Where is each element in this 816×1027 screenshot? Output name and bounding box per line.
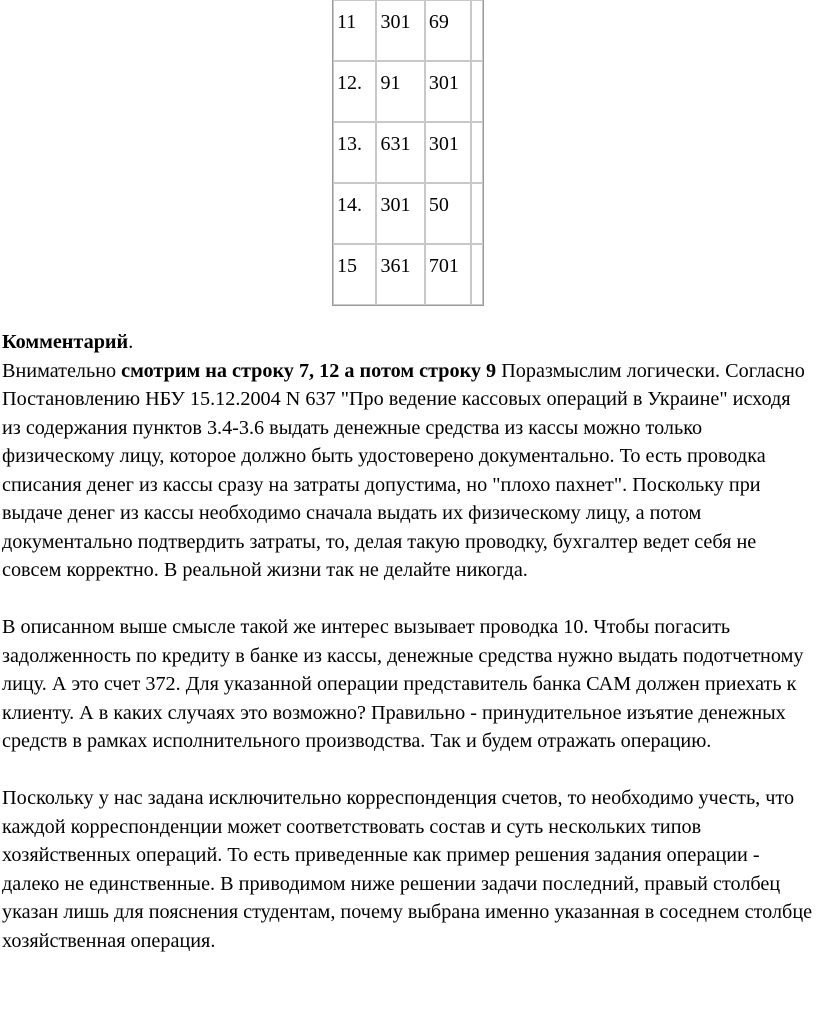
table-row	[333, 61, 483, 122]
comment-heading-line	[2, 328, 814, 357]
credit-cell: 69	[425, 0, 472, 61]
entries-table	[332, 0, 484, 306]
table-row	[333, 244, 483, 305]
comment-heading-dot: .	[128, 331, 134, 353]
comment-heading: Комментарий	[2, 331, 129, 353]
credit-cell: 50	[425, 183, 472, 244]
paragraph-2: В описанном выше смысле такой же интерес вызывает проводка 10. Чтобы погасить задолженность по кредиту в банке из кассы, денежные средства нужно выдать подотчетному лицу. А это счет 372. Для указанной операции представитель банка САМ должен приехать к клиенту. А в каких случаях это возможно? Правильно - принудительное изъятие денежных средств в рамках исполнительного производства. Так и будем отражать операцию.	[2, 616, 804, 752]
paragraph-spacer	[2, 585, 814, 614]
empty-cell	[471, 0, 483, 61]
debit-cell: 301	[376, 183, 424, 244]
table-row	[333, 0, 483, 61]
table-row	[333, 122, 483, 183]
debit-cell: 361	[376, 244, 424, 305]
paragraph-3: Поскольку у нас задана исключительно корреспонденция счетов, то необходимо учесть, что каждой корреспонденции может соответствовать состав и суть нескольких типов хозяйственных операций. То есть приведенные как пример решения задания операции - далеко не единственные. В приводимом ниже решении задачи последний, правый столбец указан лишь для пояснения студентам, почему выбрана именно указанная в соседнем столбце хозяйственная операция.	[2, 787, 813, 952]
debit-cell: 301	[376, 0, 424, 61]
paragraph-1-rest: Поразмыслим логически. Согласно Постановлению НБУ 15.12.2004 N 637 "Про ведение кассовых операций в Украине" исходя из содержания пунктов 3.4-3.6 выдать денежные средства из кассы можно только физическому лицу, которое должно быть удостоверено документально. То есть проводка списания денег из кассы сразу на затраты допустима, но "плохо пахнет". Поскольку при выдаче денег из кассы необходимо сначала выдать их физическому лицу, а потом документально подтвердить затраты, то, делая такую проводку, бухгалтер ведет себя не совсем корректно. В реальной жизни так не делайте никогда.	[2, 359, 805, 581]
credit-cell: 301	[425, 61, 472, 122]
entries-table-wrapper	[332, 0, 484, 302]
empty-cell	[471, 122, 483, 183]
credit-cell: 701	[425, 244, 472, 305]
row-number-cell: 12.	[333, 61, 376, 122]
paragraph-1-emphasis: смотрим на строку 7, 12 а потом строку 9	[121, 359, 497, 382]
row-number-cell: 14.	[333, 183, 376, 244]
debit-cell: 91	[376, 61, 424, 122]
debit-cell: 631	[376, 122, 424, 183]
paragraph-1	[2, 357, 814, 585]
row-number-cell: 15	[333, 244, 376, 305]
row-number-cell: 11	[333, 0, 376, 61]
empty-cell	[471, 61, 483, 122]
table-row	[333, 183, 483, 244]
empty-cell	[471, 244, 483, 305]
empty-cell	[471, 183, 483, 244]
row-number-cell: 13.	[333, 122, 376, 183]
paragraph-spacer	[2, 756, 814, 785]
credit-cell: 301	[425, 122, 472, 183]
paragraph-1-lead: Внимательно	[2, 359, 122, 382]
comment-section	[2, 328, 814, 955]
